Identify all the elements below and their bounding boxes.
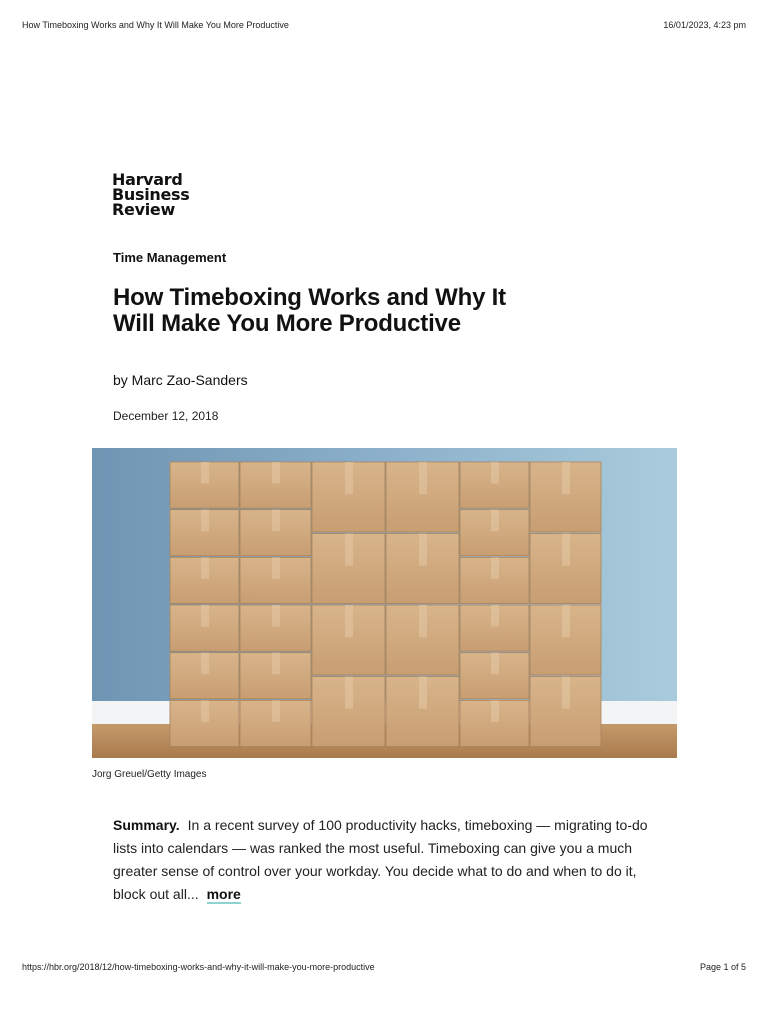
logo-line-2: Business (112, 185, 190, 204)
print-page-number: Page 1 of 5 (699, 962, 746, 972)
stacked-boxes-photo (92, 448, 677, 758)
print-timestamp: 16/01/2023, 4:23 pm (663, 20, 746, 30)
summary-text: In a recent survey of 100 productivity hacks, timeboxing — migrating to-do lists into calendars — was ranked the most useful. Timeboxing can give you a much greater sense of control over your workday. You decide what to do and when to do it, block out all... (113, 817, 648, 902)
print-url: https://hbr.org/2018/12/how-timeboxing-works-and-why-it-will-make-you-more-productive (22, 962, 375, 972)
hero-image (92, 448, 677, 758)
image-credit: Jorg Greuel/Getty Images (92, 769, 207, 780)
byline: by Marc Zao-Sanders (113, 372, 248, 388)
article-summary (113, 814, 658, 906)
more-link[interactable]: more (206, 886, 241, 902)
print-doc-title: How Timeboxing Works and Why It Will Make You More Productive (22, 20, 289, 30)
article-title: How Timeboxing Works and Why It Will Make You More Productive (113, 284, 506, 337)
hbr-logo[interactable] (112, 172, 189, 217)
topic-link[interactable]: Time Management (113, 250, 227, 265)
summary-label: Summary. (113, 817, 180, 833)
logo-line-1: Harvard (112, 170, 183, 189)
logo-line-3: Review (112, 200, 175, 219)
print-footer (22, 962, 746, 972)
publish-date: December 12, 2018 (113, 409, 219, 423)
print-header (22, 20, 746, 30)
